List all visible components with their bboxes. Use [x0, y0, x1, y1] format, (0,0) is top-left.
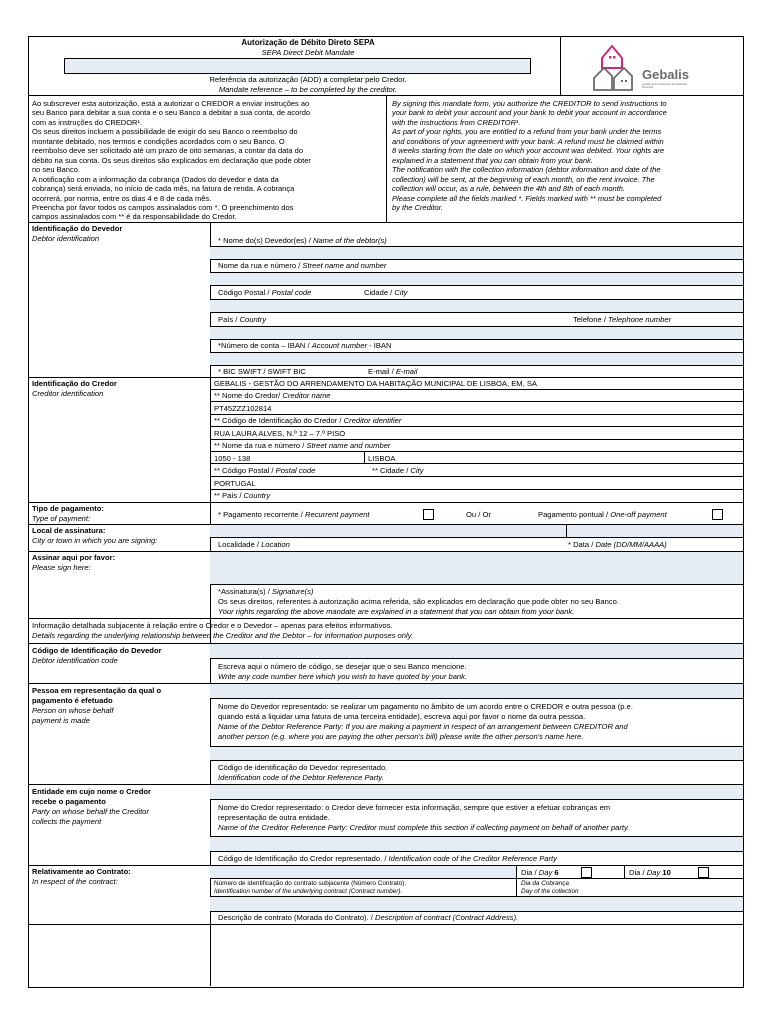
debtor-country-phone-input[interactable]: [210, 326, 743, 340]
contract-description-input[interactable]: [210, 896, 743, 912]
debtor-code-text-en: Write any code number here which you wish to have quoted by your bank.: [218, 672, 468, 681]
signing-place-subtitle: City or town in which you are signing:: [32, 536, 158, 545]
signature-bottom-line: [28, 618, 743, 619]
creditor-ref-sub-1: Party on whose behalf the Creditor: [32, 807, 149, 816]
signature-input[interactable]: [210, 552, 743, 585]
debtor-ref-code-pt: Código de identificação do Devedor representado.: [218, 763, 388, 772]
debtor-ref-sub-1: Person on whose behalf: [32, 706, 114, 715]
creditor-line-7: [210, 463, 743, 464]
debtor-bottom-line: [28, 377, 743, 378]
creditor-street-value: RUA LAURA ALVES, N.º 12 – 7.º PISO: [214, 429, 346, 438]
creditor-ref-text-en: Name of the Creditor Reference Party: Creditor must complete this section if collecting payment on behalf of another party.: [218, 823, 630, 832]
debtor-ref-name-input[interactable]: [210, 684, 743, 699]
creditor-country-value: PORTUGAL: [214, 479, 256, 488]
debtor-ref-text-en-1: Name of the Debtor Reference Party: If you are making a payment in respect of an arrangement between CREDITOR and: [218, 722, 628, 731]
day-6-checkbox[interactable]: [581, 867, 592, 878]
day-option-2: Dia / Day 10: [629, 868, 671, 877]
creditor-ref-text-pt-1: Nome do Credor representado: o Credor deve fornecer esta informação, sempre que estiver a efetuar cobranças em: [218, 803, 611, 812]
creditor-line-6: [210, 451, 743, 452]
debtor-code-title: Código de Identificação do Devedor: [32, 646, 162, 655]
creditor-ref-sub-2: collects the payment: [32, 817, 102, 826]
signing-place-title: Local de assinatura:: [32, 526, 106, 535]
debtor-street-input[interactable]: [210, 272, 743, 286]
intro-en: By signing this mandate form, you authorize the CREDITOR to send instructions to your bank to debit your account and your bank to debit your account in accordance with the instructions from CREDITOR¹. As part of your rights, you are entitled to a refund from your bank under the terms and conditions of your agreement with your bank. A refund must be claimed within 8 weeks starting from the date on which your account was debited. Your rights are explained in a statement that you can obtain from your bank. The notification with the collection information (debtor information and date of the collection) will be sent, at the beginning of each month, on the rent invoice. The collection will occur, as a rule, between the 4th and 8th of each month. Please complete all the fields marked *. Fields marked with ** must be completed by the Creditor.: [392, 99, 667, 212]
debtor-ref-code-input[interactable]: [210, 746, 743, 761]
day-options-divider: [624, 865, 625, 878]
creditor-line-1: [210, 389, 743, 390]
contract-day-divider: [516, 865, 517, 896]
debtor-postal-label: Código Postal / Postal code: [218, 288, 312, 297]
creditor-line-3: [210, 414, 743, 415]
signature-title: Assinar aqui por favor:: [32, 553, 116, 562]
debtor-postal-city-input[interactable]: [210, 299, 743, 313]
debtor-section-title: Identificação do Devedor: [32, 224, 123, 233]
reference-label-en: Mandate reference – to be completed by the creditor.: [218, 85, 398, 94]
creditor-line-5: [210, 439, 743, 440]
contract-subtitle: In respect of the contract:: [32, 877, 118, 886]
debtor-street-label: Nome da rua e número / Street name and number: [218, 261, 387, 270]
mandate-reference-input[interactable]: [64, 58, 531, 74]
creditor-ref-title-1: Entidade em cujo nome o Credor: [32, 787, 151, 796]
debtor-ref-title-2: pagamento é efetuado: [32, 696, 113, 705]
date-input[interactable]: [567, 525, 743, 537]
contract-day-line: [210, 878, 743, 879]
debtor-city-label: Cidade / City: [364, 288, 408, 297]
signature-label: *Assinatura(s) / Signature(s): [218, 587, 314, 596]
creditor-street-label: ** Nome da rua e número / Street name and number: [214, 441, 391, 450]
debtor-name-input[interactable]: [210, 246, 743, 260]
debtor-name-label: * Nome do(s) Devedor(es) / Name of the debtor(s): [218, 236, 387, 245]
info-pt: Informação detalhada subjacente à relação entre o Credor e o Devedor – apenas para efeitos informativos.: [32, 621, 393, 630]
creditor-name-label: ** Nome do Credor/ Creditor name: [214, 391, 331, 400]
collection-day-pt: Dia da Cobrança: [521, 880, 569, 887]
debtor-ref-title-1: Pessoa em representação da qual o: [32, 686, 162, 695]
payment-or-label: Ou / Or: [466, 510, 491, 519]
signature-rights-pt: Os seus direitos, referentes à autorização acima referida, são explicados em declaração que pode obter no seu Banco.: [218, 597, 620, 606]
intro-divider: [386, 95, 387, 222]
signature-subtitle: Please sign here:: [32, 563, 91, 572]
debtor-email-label: E-mail / E-mail: [368, 367, 418, 376]
payment-section-title: Tipo de pagamento:: [32, 504, 105, 513]
form-subtitle: SEPA Direct Debit Mandate: [261, 48, 355, 57]
debtor-ref-text-pt-1: Nome do Devedor representado: se realizar um pagamento no âmbito de um acordo entre o CREDOR e outra pessoa (p.e.: [218, 702, 633, 711]
creditor-city-value: LISBOA: [368, 454, 396, 463]
creditor-line-8: [210, 476, 743, 477]
logo-text: Gebalis: [642, 67, 689, 82]
creditor-city-label: ** Cidade / City: [372, 466, 424, 475]
debtor-ref-sub-2: payment is made: [32, 716, 90, 725]
location-input[interactable]: [210, 525, 566, 537]
signing-input-line: [210, 537, 743, 538]
debtor-code-text-pt: Escreva aqui o número de código, se desejar que o seu Banco mencione.: [218, 662, 467, 671]
contract-number-input[interactable]: [210, 866, 516, 878]
contract-bottom-line: [28, 924, 743, 925]
contract-description-label: Descrição de contrato (Morada do Contrato). / Description of contract (Contract Address).: [218, 913, 519, 922]
debtor-section-subtitle: Debtor identification: [32, 234, 100, 243]
debtor-code-input[interactable]: [210, 644, 743, 659]
contract-number-pt: Número de identificação do contrato subjacente (Número Contrato).: [214, 880, 407, 887]
creditor-ref-title-2: recebe o pagamento: [32, 797, 106, 806]
date-label: * Data / Date (DD/MM/AAAA): [568, 540, 667, 549]
creditor-section-title: Identificação do Credor: [32, 379, 117, 388]
creditor-postal-label: ** Código Postal / Postal code: [214, 466, 316, 475]
creditor-postal-divider: [364, 451, 365, 463]
contract-number-en: Identification number of the underlying contract (Contract number).: [214, 888, 403, 895]
debtor-iban-label: *Número de conta – IBAN / Account number - IBAN: [218, 341, 392, 350]
creditor-id-value: PT45ZZZ102814: [214, 404, 272, 413]
creditor-ref-name-input[interactable]: [210, 785, 743, 800]
creditor-postal-value: 1050 - 138: [214, 454, 251, 463]
collection-day-en: Day of the collection: [521, 888, 579, 895]
payment-section-subtitle: Type of payment:: [32, 514, 91, 523]
header-divider: [560, 36, 561, 96]
debtor-country-label: País / Country: [218, 315, 267, 324]
day-option-1: Dia / Day 6: [521, 868, 559, 877]
creditor-name-value: GEBALIS - GESTÃO DO ARRENDAMENTO DA HABITAÇÃO MUNICIPAL DE LISBOA, EM, SA: [214, 379, 537, 388]
creditor-section-subtitle: Creditor identification: [32, 389, 104, 398]
recurrent-payment-label: * Pagamento recorrente / Recurrent payment: [218, 510, 370, 519]
creditor-ref-code-input[interactable]: [210, 836, 743, 852]
info-en: Details regarding the underlying relationship between the Creditor and the Debtor – for information purposes only.: [32, 631, 414, 640]
creditor-line-2: [210, 401, 743, 402]
logo-subtext: Gestão do Arrendamento da Habitação Municipal: [642, 83, 687, 89]
signature-rights-en: Your rights regarding the above mandate are explained in a statement that you can obtain from your bank.: [218, 607, 575, 616]
contract-title: Relativamente ao Contrato:: [32, 867, 131, 876]
debtor-ref-text-pt-2: quando está a liquidar uma fatura de uma terceira entidade), escreva aqui por favor o nome da outra pessoa.: [218, 712, 586, 721]
recurrent-payment-checkbox[interactable]: [423, 509, 434, 520]
debtor-ref-code-en: Identification code of the Debtor Reference Party.: [218, 773, 384, 782]
intro-pt: Ao subscrever esta autorização, está a autorizar o CREDOR a enviar instruções ao seu Banco para debitar a sua conta e o seu Banco a debitar a sua conta, de acordo com as instruções do CREDOR¹. Os seus direitos incluem a possibilidade de exigir do seu Banco o reembolso do montante debitado, nos termos e condições acordados com o seu Banco. O reembolso deve ser solicitado até um prazo de oito semanas, a contar da data do débito na sua conta. Os seus direitos são explicados em declaração que pode obter no seu Banco. A notificação com a informação da cobrança (Dados do devedor e data da cobrança) será enviada, no início de cada mês, na fatura de renda. A cobrança ocorrerá, por norma, entre os dias 4 e 8 de cada mês. Preencha por favor todos os campos assinalados com *. O preenchimento dos campos assinalados com ** é da responsabilidade do Credor.: [32, 99, 311, 222]
creditor-line-9: [210, 489, 743, 490]
debtor-iban-input[interactable]: [210, 352, 743, 366]
form-title: Autorização de Débito Direto SEPA: [241, 38, 375, 47]
creditor-country-label: ** País / Country: [214, 491, 271, 500]
debtor-bic-label: * BIC SWIFT / SWIFT BIC: [218, 367, 306, 376]
creditor-id-label: ** Código de Identificação do Credor / Creditor identifier: [214, 416, 402, 425]
debtor-phone-label: Telefone / Telephone number: [573, 315, 672, 324]
debtor-code-subtitle: Debtor identification code: [32, 656, 118, 665]
location-label: Localidade / Location: [218, 540, 290, 549]
creditor-ref-code-label: Código de Identificação do Credor representado. / Identification code of the Creditor Reference Party: [218, 854, 557, 863]
reference-label: Referência da autorização (ADD) a completar pelo Credor.: [209, 75, 407, 84]
day-10-checkbox[interactable]: [698, 867, 709, 878]
oneoff-payment-label: Pagamento pontual / One-off payment: [538, 510, 667, 519]
creditor-line-4: [210, 426, 743, 427]
intro-bottom-line: [28, 222, 743, 223]
sepa-mandate-form: [28, 36, 744, 990]
creditor-bottom-line: [28, 502, 743, 503]
debtor-ref-text-en-2: another person (e.g. where you are paying the other person's bill) please write the other person's name here.: [218, 732, 584, 741]
creditor-ref-text-pt-2: representação de outra entidade.: [218, 813, 330, 822]
oneoff-payment-checkbox[interactable]: [712, 509, 723, 520]
